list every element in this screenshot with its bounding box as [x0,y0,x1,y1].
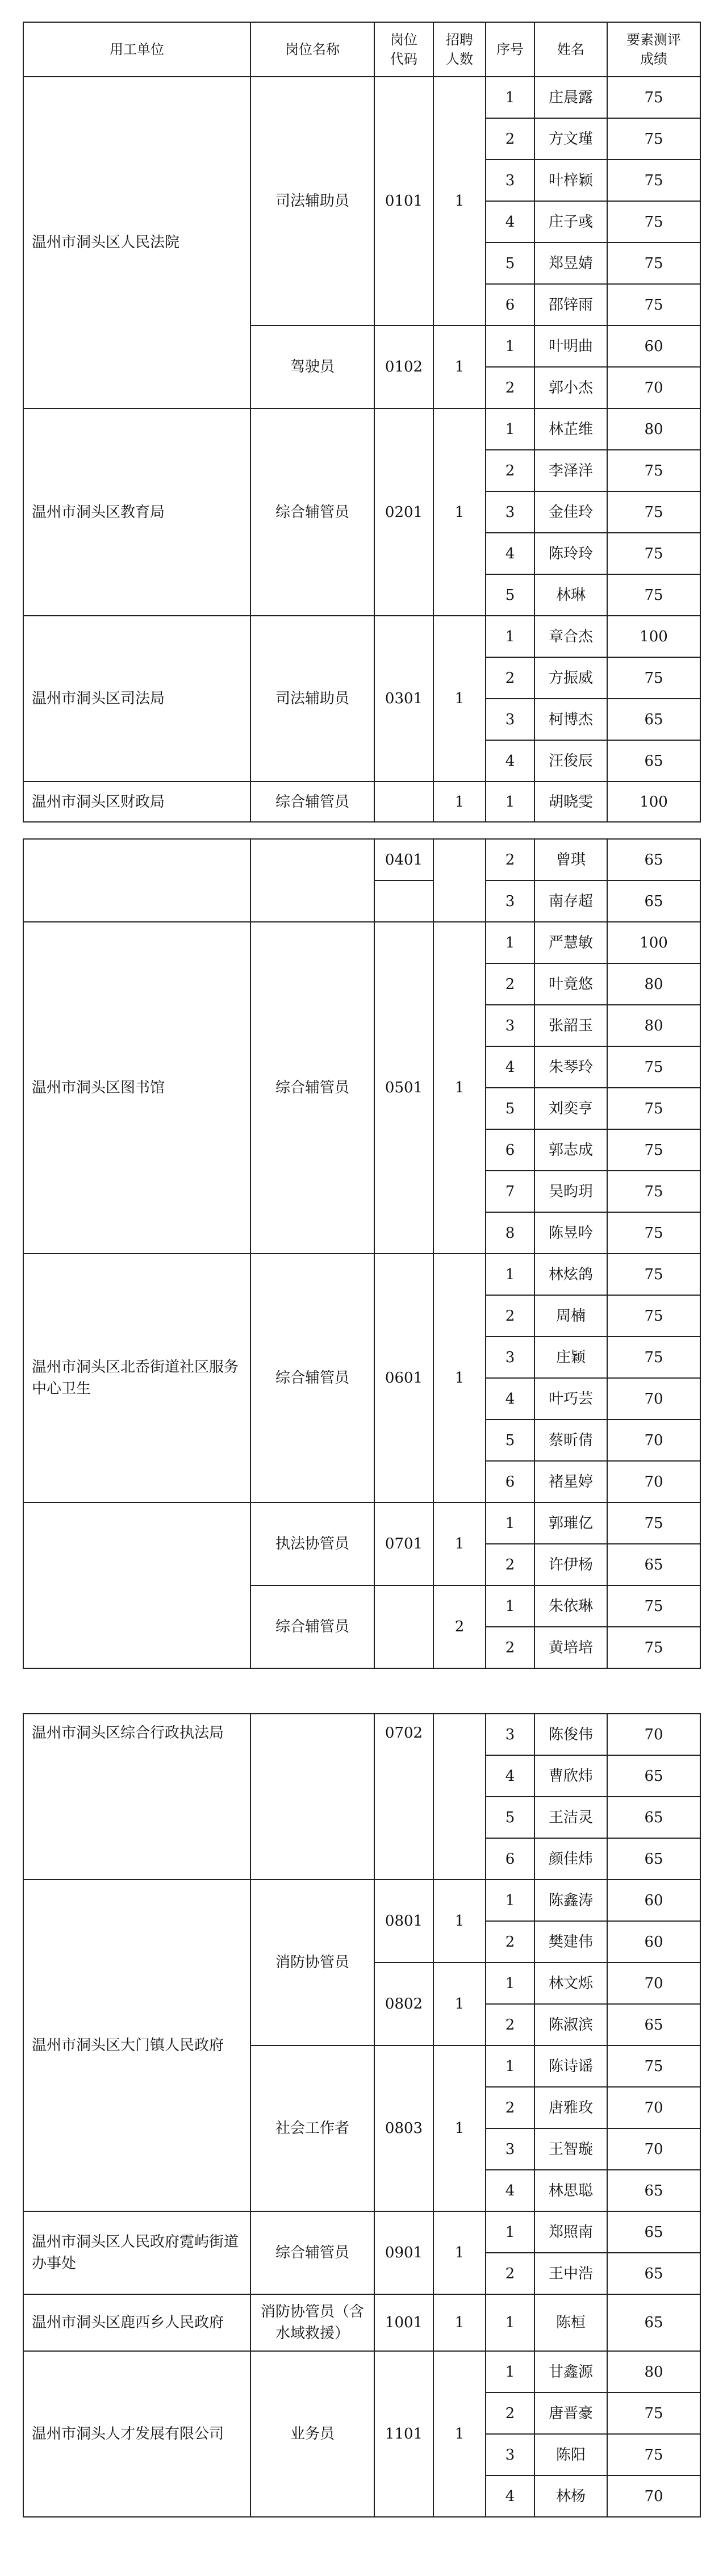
table-cell: 驾驶员 [250,325,374,408]
table-cell: 4 [486,1755,534,1797]
table-cell: 林芷维 [534,408,607,450]
table-cell: 65 [607,839,700,880]
table-cell: 75 [607,243,700,284]
table-cell: 3 [486,1714,534,1755]
table-cell: 4 [486,1378,534,1419]
table-row [23,2351,700,2393]
table-cell: 消防协管员 [250,1880,374,2045]
table-cell: 1 [486,2045,534,2087]
table-cell: 1001 [374,2294,433,2351]
table-cell: 1 [486,1254,534,1295]
table-cell: 1 [433,1254,486,1502]
table-row [23,2211,700,2253]
table-cell: 2 [486,118,534,160]
table-cell: 4 [486,1046,534,1088]
table-cell: 林炫鸽 [534,1254,607,1295]
table-cell: 综合辅管员 [250,1254,374,1502]
table-row [23,408,700,450]
table-row [23,839,700,880]
table-cell: 温州市洞头区教育局 [23,408,250,616]
table-cell: 1 [486,325,534,367]
table-cell: 5 [486,1797,534,1838]
table-cell: 陈阳 [534,2434,607,2475]
table-cell: 5 [486,1088,534,1129]
table-cell: 75 [607,1337,700,1378]
table-cell [374,880,433,922]
table-cell: 0201 [374,408,433,616]
table-cell [23,1502,250,1668]
table-cell: 王洁灵 [534,1797,607,1838]
header-hire-count: 招聘 人数 [433,22,486,77]
table-cell: 4 [486,201,534,243]
table-cell: 70 [607,2475,700,2517]
table-cell: 100 [607,616,700,657]
table-cell: 张韶玉 [534,1005,607,1046]
table-cell: 2 [486,367,534,408]
table-cell: 黄培培 [534,1627,607,1668]
table-cell: 80 [607,2351,700,2393]
table-cell: 75 [607,1585,700,1627]
table-cell: 75 [607,491,700,533]
table-row [23,1502,700,1544]
table-cell: 刘奕亨 [534,1088,607,1129]
table-cell: 2 [486,2253,534,2294]
table-cell: 75 [607,201,700,243]
table-cell: 温州市洞头区财政局 [23,782,250,822]
table-cell: 70 [607,1461,700,1502]
table-cell: 社会工作者 [250,2045,374,2211]
table-cell: 2 [486,1921,534,1963]
table-cell: 1 [433,782,486,822]
table-cell: 2 [486,657,534,699]
table-cell: 方文瑾 [534,118,607,160]
table-cell: 75 [607,657,700,699]
table-cell: 6 [486,1838,534,1880]
table-cell: 65 [607,1544,700,1585]
table-cell: 1 [486,1880,534,1921]
table-cell: 5 [486,243,534,284]
table-row [23,782,700,822]
table-cell: 75 [607,1046,700,1088]
table-cell: 65 [607,1755,700,1797]
table-cell: 林文烁 [534,1963,607,2004]
table-cell: 温州市洞头区综合行政执法局 [23,1714,250,1880]
table-cell: 温州市洞头人才发展有限公司 [23,2351,250,2517]
table-cell: 1 [433,616,486,782]
table-cell: 65 [607,1797,700,1838]
table-cell: 陈玲玲 [534,533,607,574]
table-cell: 1 [486,2294,534,2351]
table-cell: 75 [607,118,700,160]
table-cell: 颜佳炜 [534,1838,607,1880]
table-cell: 3 [486,1337,534,1378]
table-cell: 1 [433,922,486,1254]
table-cell [433,839,486,922]
table-cell: 唐晋豪 [534,2393,607,2434]
table-cell: 陈淑滨 [534,2004,607,2045]
table-cell: 1101 [374,2351,433,2517]
table-cell: 林琳 [534,574,607,616]
table-cell: 温州市洞头区北岙街道社区服务中心卫生 [23,1254,250,1502]
table-cell: 2 [486,963,534,1005]
table-cell: 1 [486,922,534,963]
results-table [23,1713,701,2517]
table-cell: 0801 [374,1880,433,1963]
table-cell: 曾琪 [534,839,607,880]
table-row [23,616,700,657]
table-cell [374,782,433,822]
table-cell: 1 [433,2294,486,2351]
table-cell: 综合辅管员 [250,782,374,822]
table-cell: 汪俊辰 [534,740,607,782]
table-cell: 75 [607,1502,700,1544]
table-cell: 综合辅管员 [250,408,374,616]
table-cell: 司法辅助员 [250,616,374,782]
table-cell: 朱琴玲 [534,1046,607,1088]
table-cell: 3 [486,2128,534,2170]
table-cell: 曹欣炜 [534,1755,607,1797]
table-cell: 严慧敏 [534,922,607,963]
table-cell: 75 [607,1627,700,1668]
table-cell: 2 [486,839,534,880]
table-cell: 叶竟悠 [534,963,607,1005]
header-row [23,22,700,77]
table-cell: 4 [486,2170,534,2211]
table-cell: 郭志成 [534,1129,607,1171]
table-cell: 65 [607,2253,700,2294]
table-cell: 柯博杰 [534,699,607,740]
table-cell: 60 [607,325,700,367]
table-cell: 1 [433,1880,486,1963]
table-cell: 叶梓颖 [534,160,607,201]
table-cell: 2 [486,450,534,491]
table-cell: 75 [607,450,700,491]
table-cell: 综合辅管员 [250,922,374,1254]
table-cell: 综合辅管员 [250,1585,374,1668]
table-cell: 1 [486,77,534,118]
table-cell: 1 [486,616,534,657]
table-cell: 5 [486,574,534,616]
table-cell: 75 [607,1088,700,1129]
table-cell: 陈鑫涛 [534,1880,607,1921]
table-row [23,2294,700,2351]
table-cell: 王智璇 [534,2128,607,2170]
table-cell: 1 [433,1963,486,2045]
table-cell: 1 [486,1963,534,2004]
table-cell: 蔡昕倩 [534,1419,607,1461]
table-cell [250,839,374,922]
table-cell [374,1585,433,1668]
table-cell: 75 [607,1171,700,1212]
table-cell: 1 [486,1502,534,1544]
table-cell: 75 [607,2434,700,2475]
table-cell: 许伊杨 [534,1544,607,1585]
table-cell: 唐雅玫 [534,2087,607,2128]
table-row [23,77,700,118]
table-cell: 1 [433,2211,486,2294]
header-unit: 用工单位 [23,22,250,77]
table-cell: 80 [607,408,700,450]
table-cell: 林思聪 [534,2170,607,2211]
table-cell: 5 [486,1419,534,1461]
table-cell: 100 [607,922,700,963]
table-cell: 2 [486,2004,534,2045]
table-cell: 2 [486,2087,534,2128]
table-cell: 75 [607,1129,700,1171]
table-cell: 1 [486,2211,534,2253]
table-cell: 温州市洞头区人民政府霓屿街道办事处 [23,2211,250,2294]
table-cell: 65 [607,740,700,782]
header-name: 姓名 [534,22,607,77]
table-cell: 3 [486,160,534,201]
table-cell: 林杨 [534,2475,607,2517]
table-cell: 2 [433,1585,486,1668]
table-row [23,1880,700,1921]
table-cell: 樊建伟 [534,1921,607,1963]
table-cell: 李泽洋 [534,450,607,491]
table-cell: 执法协管员 [250,1502,374,1585]
table-cell: 庄子彧 [534,201,607,243]
table-cell: 2 [486,1544,534,1585]
table-cell: 温州市洞头区大门镇人民政府 [23,1880,250,2211]
table-cell [250,1714,374,1880]
header-score: 要素测评 成绩 [607,22,700,77]
table-cell: 3 [486,699,534,740]
table-cell: 方振威 [534,657,607,699]
table-cell: 0101 [374,77,433,325]
table-cell: 0301 [374,616,433,782]
table-cell: 司法辅助员 [250,77,374,325]
table-cell: 朱依琳 [534,1585,607,1627]
table-cell: 庄晨露 [534,77,607,118]
table-cell: 70 [607,2128,700,2170]
table-cell: 陈昱吟 [534,1212,607,1254]
header-post-name: 岗位名称 [250,22,374,77]
table-row [23,1714,700,1755]
table-cell: 0701 [374,1502,433,1585]
table-cell: 65 [607,880,700,922]
table-cell: 2 [486,2393,534,2434]
table-page-3 [23,1713,700,2517]
table-cell: 6 [486,284,534,325]
table-cell: 3 [486,491,534,533]
table-cell: 65 [607,2294,700,2351]
table-cell: 郑照南 [534,2211,607,2253]
header-post-code: 岗位 代码 [374,22,433,77]
table-row [23,1254,700,1295]
table-cell: 60 [607,1921,700,1963]
table-cell: 65 [607,2211,700,2253]
table-cell: 叶明曲 [534,325,607,367]
table-cell: 8 [486,1212,534,1254]
table-cell: 温州市洞头区司法局 [23,616,250,782]
table-cell: 甘鑫源 [534,2351,607,2393]
table-cell: 1 [486,1585,534,1627]
table-cell: 0102 [374,325,433,408]
table-cell: 胡晓雯 [534,782,607,822]
table-cell: 4 [486,2475,534,2517]
table-cell: 75 [607,2045,700,2087]
table-cell: 陈诗谣 [534,2045,607,2087]
table-cell: 0501 [374,922,433,1254]
table-cell: 温州市洞头区鹿西乡人民政府 [23,2294,250,2351]
table-cell: 叶巧芸 [534,1378,607,1419]
table-row [23,922,700,963]
table-cell: 温州市洞头区人民法院 [23,77,250,408]
table-cell: 70 [607,2087,700,2128]
table-cell: 1 [486,2351,534,2393]
table-cell: 65 [607,2004,700,2045]
table-cell: 6 [486,1461,534,1502]
table-page-2 [23,838,700,1669]
table-cell: 70 [607,367,700,408]
table-cell: 1 [486,408,534,450]
table-cell: 0901 [374,2211,433,2294]
table-cell: 1 [486,782,534,822]
table-cell: 75 [607,160,700,201]
table-cell: 1 [433,408,486,616]
table-cell: 章合杰 [534,616,607,657]
table-cell: 陈桓 [534,2294,607,2351]
results-table [23,22,701,823]
table-cell: 业务员 [250,2351,374,2517]
table-cell: 65 [607,2170,700,2211]
table-cell: 郭小杰 [534,367,607,408]
table-cell: 周楠 [534,1295,607,1337]
table-cell: 1 [433,325,486,408]
table-cell: 综合辅管员 [250,2211,374,2294]
table-cell: 75 [607,1295,700,1337]
table-cell: 庄颖 [534,1337,607,1378]
table-cell: 1 [433,2351,486,2517]
table-cell: 0401 [374,839,433,880]
table-cell: 6 [486,1129,534,1171]
table-cell: 75 [607,533,700,574]
table-cell: 郑昱婧 [534,243,607,284]
table-cell: 0803 [374,2045,433,2211]
table-cell [433,1714,486,1880]
table-cell [23,839,250,922]
table-cell: 消防协管员（含水域救援） [250,2294,374,2351]
header-seq: 序号 [486,22,534,77]
table-cell: 70 [607,1419,700,1461]
table-cell: 3 [486,2434,534,2475]
table-cell: 65 [607,1838,700,1880]
table-cell: 75 [607,284,700,325]
table-cell: 75 [607,1212,700,1254]
table-cell: 65 [607,699,700,740]
table-cell: 75 [607,77,700,118]
table-cell: 4 [486,740,534,782]
table-cell: 3 [486,1005,534,1046]
table-cell: 陈俊伟 [534,1714,607,1755]
table-cell: 南存超 [534,880,607,922]
table-cell: 4 [486,533,534,574]
table-cell: 1 [433,77,486,325]
table-cell: 金佳玲 [534,491,607,533]
table-cell: 75 [607,574,700,616]
table-cell: 温州市洞头区图书馆 [23,922,250,1254]
results-table [23,838,701,1669]
table-cell: 70 [607,1378,700,1419]
table-cell: 100 [607,782,700,822]
table-cell: 3 [486,880,534,922]
table-cell: 1 [433,1502,486,1585]
table-cell: 0601 [374,1254,433,1502]
table-cell: 吴昀玥 [534,1171,607,1212]
table-cell: 郭璀亿 [534,1502,607,1544]
table-cell: 0802 [374,1963,433,2045]
table-page-1 [23,22,700,823]
table-cell: 75 [607,1254,700,1295]
table-cell: 2 [486,1295,534,1337]
table-cell: 7 [486,1171,534,1212]
table-cell: 75 [607,2393,700,2434]
table-cell: 80 [607,1005,700,1046]
table-cell: 70 [607,1714,700,1755]
table-cell: 60 [607,1880,700,1921]
table-cell: 王中浩 [534,2253,607,2294]
table-cell: 2 [486,1627,534,1668]
table-cell: 褚星婷 [534,1461,607,1502]
table-cell: 70 [607,1963,700,2004]
table-cell: 0702 [374,1714,433,1880]
table-cell: 80 [607,963,700,1005]
table-cell: 1 [433,2045,486,2211]
table-cell: 邵锌雨 [534,284,607,325]
